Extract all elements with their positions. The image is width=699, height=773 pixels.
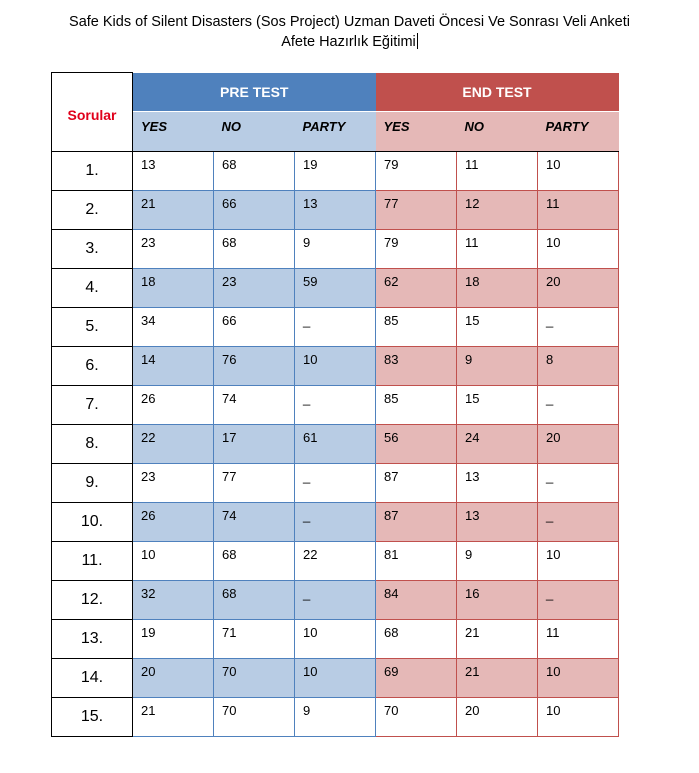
cell-end-party: 10 [538, 698, 619, 737]
question-number: 9. [52, 464, 133, 503]
cell-pre-yes: 26 [133, 503, 214, 542]
column-header-row [52, 112, 619, 152]
col-end-no: NO [457, 112, 538, 152]
cell-pre-party: 22 [295, 542, 376, 581]
question-number: 13. [52, 620, 133, 659]
col-end-party: PARTY [538, 112, 619, 152]
group-header-row [52, 73, 619, 112]
cell-end-party: 20 [538, 425, 619, 464]
title-line-2-wrap [0, 32, 699, 52]
cell-end-yes: 87 [376, 464, 457, 503]
cell-pre-no: 71 [214, 620, 295, 659]
title-line-1: Safe Kids of Silent Disasters (Sos Project) Uzman Daveti Öncesi Ve Sonrası Veli Anketi [69, 14, 630, 30]
cell-pre-yes: 23 [133, 464, 214, 503]
cell-end-yes: 79 [376, 152, 457, 191]
question-number: 6. [52, 347, 133, 386]
cell-end-party: 11 [538, 620, 619, 659]
cell-pre-yes: 14 [133, 347, 214, 386]
cell-end-party: 11 [538, 191, 619, 230]
cell-end-no: 15 [457, 308, 538, 347]
cell-end-no: 9 [457, 542, 538, 581]
cell-pre-no: 76 [214, 347, 295, 386]
cell-end-no: 21 [457, 620, 538, 659]
cell-pre-party: 13 [295, 191, 376, 230]
cell-pre-no: 68 [214, 152, 295, 191]
cell-pre-no: 77 [214, 464, 295, 503]
end-test-header: END TEST [376, 73, 619, 112]
cell-pre-party: _ [295, 308, 376, 347]
cell-end-party: _ [538, 308, 619, 347]
cell-pre-yes: 32 [133, 581, 214, 620]
row-header-sorular: Sorular [52, 73, 133, 152]
cell-end-no: 9 [457, 347, 538, 386]
cell-pre-yes: 34 [133, 308, 214, 347]
question-number: 14. [52, 659, 133, 698]
cell-end-party: _ [538, 503, 619, 542]
cell-pre-party: _ [295, 464, 376, 503]
cell-pre-party: 10 [295, 659, 376, 698]
cell-end-yes: 68 [376, 620, 457, 659]
cell-pre-no: 23 [214, 269, 295, 308]
table-row [52, 698, 619, 737]
cell-end-party: 10 [538, 152, 619, 191]
cell-pre-party: 9 [295, 698, 376, 737]
cell-pre-no: 66 [214, 308, 295, 347]
col-end-yes: YES [376, 112, 457, 152]
cell-pre-no: 68 [214, 581, 295, 620]
cell-end-no: 20 [457, 698, 538, 737]
cell-pre-yes: 20 [133, 659, 214, 698]
cell-pre-no: 74 [214, 503, 295, 542]
cell-end-no: 16 [457, 581, 538, 620]
cell-pre-no: 70 [214, 659, 295, 698]
cell-pre-yes: 19 [133, 620, 214, 659]
table-row [52, 152, 619, 191]
cell-end-no: 12 [457, 191, 538, 230]
cell-pre-yes: 26 [133, 386, 214, 425]
table-row [52, 425, 619, 464]
question-number: 15. [52, 698, 133, 737]
cell-end-no: 24 [457, 425, 538, 464]
cell-pre-party: 9 [295, 230, 376, 269]
cell-end-party: 10 [538, 542, 619, 581]
cell-end-yes: 84 [376, 581, 457, 620]
question-number: 7. [52, 386, 133, 425]
table-row [52, 464, 619, 503]
cell-end-party: 8 [538, 347, 619, 386]
cell-end-no: 13 [457, 464, 538, 503]
question-number: 4. [52, 269, 133, 308]
cell-end-yes: 70 [376, 698, 457, 737]
text-cursor [417, 33, 418, 49]
table-row [52, 542, 619, 581]
cell-end-yes: 81 [376, 542, 457, 581]
cell-pre-yes: 10 [133, 542, 214, 581]
table-row [52, 659, 619, 698]
cell-pre-yes: 13 [133, 152, 214, 191]
col-pre-no: NO [214, 112, 295, 152]
cell-end-yes: 62 [376, 269, 457, 308]
cell-pre-yes: 23 [133, 230, 214, 269]
cell-pre-party: 10 [295, 347, 376, 386]
table-row [52, 308, 619, 347]
question-number: 5. [52, 308, 133, 347]
table-row [52, 191, 619, 230]
col-pre-party: PARTY [295, 112, 376, 152]
table-row [52, 347, 619, 386]
cell-end-party: _ [538, 581, 619, 620]
question-number: 10. [52, 503, 133, 542]
cell-pre-party: 61 [295, 425, 376, 464]
cell-pre-party: _ [295, 581, 376, 620]
cell-pre-party: 10 [295, 620, 376, 659]
cell-end-no: 21 [457, 659, 538, 698]
cell-end-yes: 87 [376, 503, 457, 542]
cell-pre-yes: 22 [133, 425, 214, 464]
cell-end-no: 18 [457, 269, 538, 308]
question-number: 12. [52, 581, 133, 620]
cell-pre-party: _ [295, 503, 376, 542]
cell-end-party: _ [538, 386, 619, 425]
cell-end-yes: 85 [376, 386, 457, 425]
table-row [52, 503, 619, 542]
cell-pre-no: 66 [214, 191, 295, 230]
cell-end-no: 11 [457, 152, 538, 191]
table-row [52, 581, 619, 620]
cell-pre-no: 70 [214, 698, 295, 737]
table-row [52, 269, 619, 308]
cell-pre-no: 74 [214, 386, 295, 425]
cell-end-yes: 85 [376, 308, 457, 347]
cell-end-party: 10 [538, 230, 619, 269]
cell-end-no: 15 [457, 386, 538, 425]
question-number: 2. [52, 191, 133, 230]
question-number: 1. [52, 152, 133, 191]
cell-pre-yes: 18 [133, 269, 214, 308]
cell-end-yes: 77 [376, 191, 457, 230]
survey-results-table [51, 72, 619, 737]
cell-end-no: 11 [457, 230, 538, 269]
question-number: 8. [52, 425, 133, 464]
table-row [52, 620, 619, 659]
cell-end-yes: 83 [376, 347, 457, 386]
table-body [52, 152, 619, 737]
question-number: 3. [52, 230, 133, 269]
cell-pre-no: 68 [214, 230, 295, 269]
cell-pre-yes: 21 [133, 698, 214, 737]
document-title [0, 12, 699, 52]
cell-pre-party: 19 [295, 152, 376, 191]
cell-pre-party: _ [295, 386, 376, 425]
cell-end-yes: 79 [376, 230, 457, 269]
cell-end-party: 10 [538, 659, 619, 698]
cell-pre-party: 59 [295, 269, 376, 308]
cell-end-yes: 56 [376, 425, 457, 464]
title-line-2: Afete Hazırlık Eğitimi [281, 34, 416, 50]
cell-pre-no: 68 [214, 542, 295, 581]
cell-end-yes: 69 [376, 659, 457, 698]
table-row [52, 386, 619, 425]
cell-pre-no: 17 [214, 425, 295, 464]
cell-end-party: _ [538, 464, 619, 503]
question-number: 11. [52, 542, 133, 581]
cell-end-party: 20 [538, 269, 619, 308]
cell-pre-yes: 21 [133, 191, 214, 230]
col-pre-yes: YES [133, 112, 214, 152]
pre-test-header: PRE TEST [133, 73, 376, 112]
cell-end-no: 13 [457, 503, 538, 542]
table-row [52, 230, 619, 269]
